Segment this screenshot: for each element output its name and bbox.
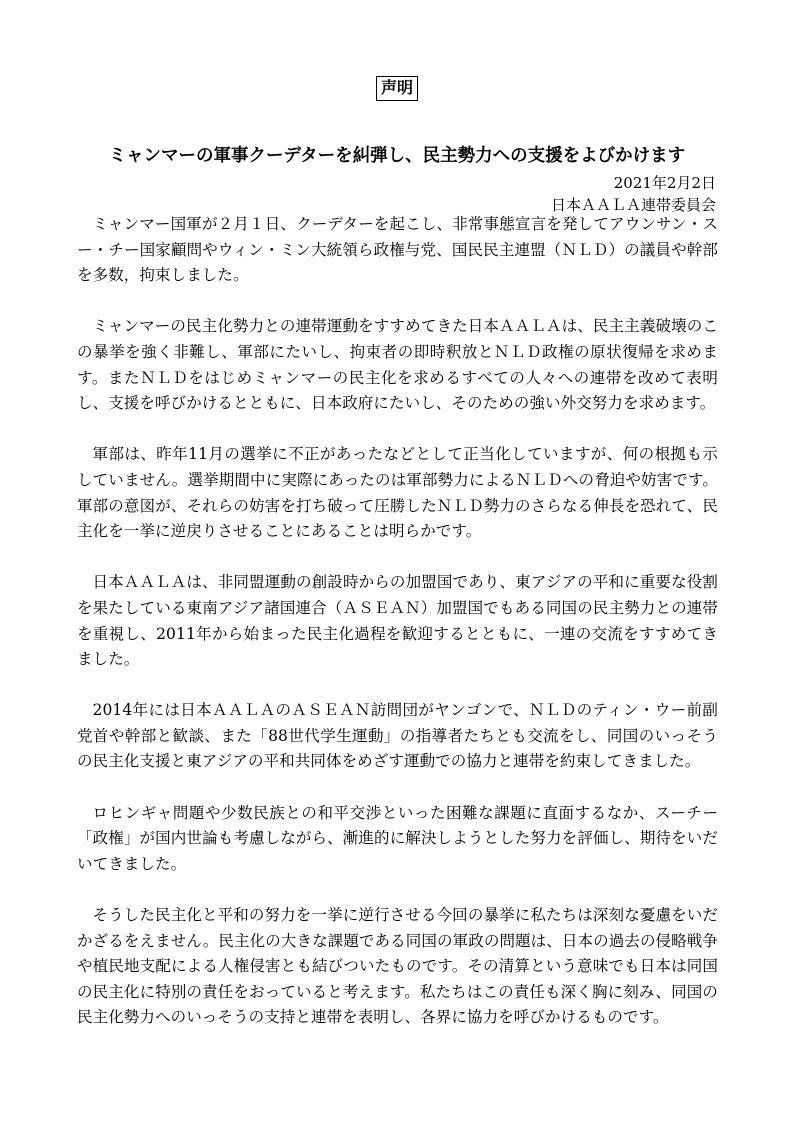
body-paragraph: そうした民主化と平和の努力を一挙に逆行させる今回の暴挙に私たちは深刻な憂慮をいだかざるをえません。民主化の大きな課題である同国の軍政の問題は、日本の過去の侵略戦争や植民地支配による人権侵害とも結びついたものです。その清算という意味でも日本は同国の民主化に特別の責任をおっていると考えます。私たちはこの責任も深く胸に刻み、同国の民主化勢力へのいっそうの支持と連帯を表明し、各界に協力を呼びかけるものです。 xyxy=(77,906,718,1027)
body-paragraph: 軍部は、昨年11月の選挙に不正があったなどとして正当化していますが、何の根拠も示していません。選挙期間中に実際にあったのは軍部勢力によるＮＬＤへの脅迫や妨害です。軍部の意図が、それらの妨害を打ち破って圧勝したＮＬＤ勢力のさらなる伸長を恐れて、民主化を一挙に逆戻りさせることにあることは明らかです。 xyxy=(77,445,718,541)
document-date: 2021年2月2日 xyxy=(613,174,716,192)
document-body xyxy=(77,212,718,1031)
issuing-organization: 日本ＡＡＬＡ連帯委員会 xyxy=(550,196,716,214)
body-paragraph: 日本ＡＡＬＡは、非同盟運動の創設時からの加盟国であり、東アジアの平和に重要な役割を果たしている東南アジア諸国連合（ＡＳＥＡＮ）加盟国でもある同国の民主勢力との連帯を重視し、2011年から始まった民主化過程を歓迎するとともに、一連の交流をすすめてきました。 xyxy=(77,573,718,669)
body-paragraph: ロヒンギャ問題や少数民族との和平交渉といった困難な課題に直面するなか、スーチー「政権」が国内世論も考慮しながら、漸進的に解決しようとした努力を評価し、期待をいだいてきました。 xyxy=(77,803,718,873)
body-paragraph: ミャンマーの民主化勢力との連帯運動をすすめてきた日本ＡＡＬＡは、民主主義破壊のこの暴挙を強く非難し、軍部にたいし、拘束者の即時釈放とＮＬＤ政権の原状復帰を求めます。またＮＬＤをはじめミャンマーの民主化を求めるすべての人々への連帯を改めて表明し、支援を呼びかけるとともに、日本政府にたいし、そのための強い外交努力を求めます。 xyxy=(77,317,718,413)
statement-label-container xyxy=(0,76,794,101)
statement-label: 声明 xyxy=(376,76,418,101)
body-paragraph: 2014年には日本ＡＡＬＡのＡＳＥＡＮ訪問団がヤンゴンで、ＮＬＤのティン・ウー前副党首や幹部と歓談、また「88世代学生運動」の指導者たちとも交流をし、同国のいっそうの民主化支援と東アジアの平和共同体をめざす運動での協力と連帯を約束してきました。 xyxy=(77,701,718,771)
document-headline: ミャンマーの軍事クーデターを糾弾し、民主勢力への支援をよびかけます xyxy=(108,146,686,166)
body-paragraph: ミャンマー国軍が２月１日、クーデターを起こし、非常事態宣言を発してアウンサン・スー・チー国家顧問やウィン・ミン大統領ら政権与党、国民民主連盟（ＮＬＤ）の議員や幹部を多数，拘束しました。 xyxy=(77,215,718,285)
